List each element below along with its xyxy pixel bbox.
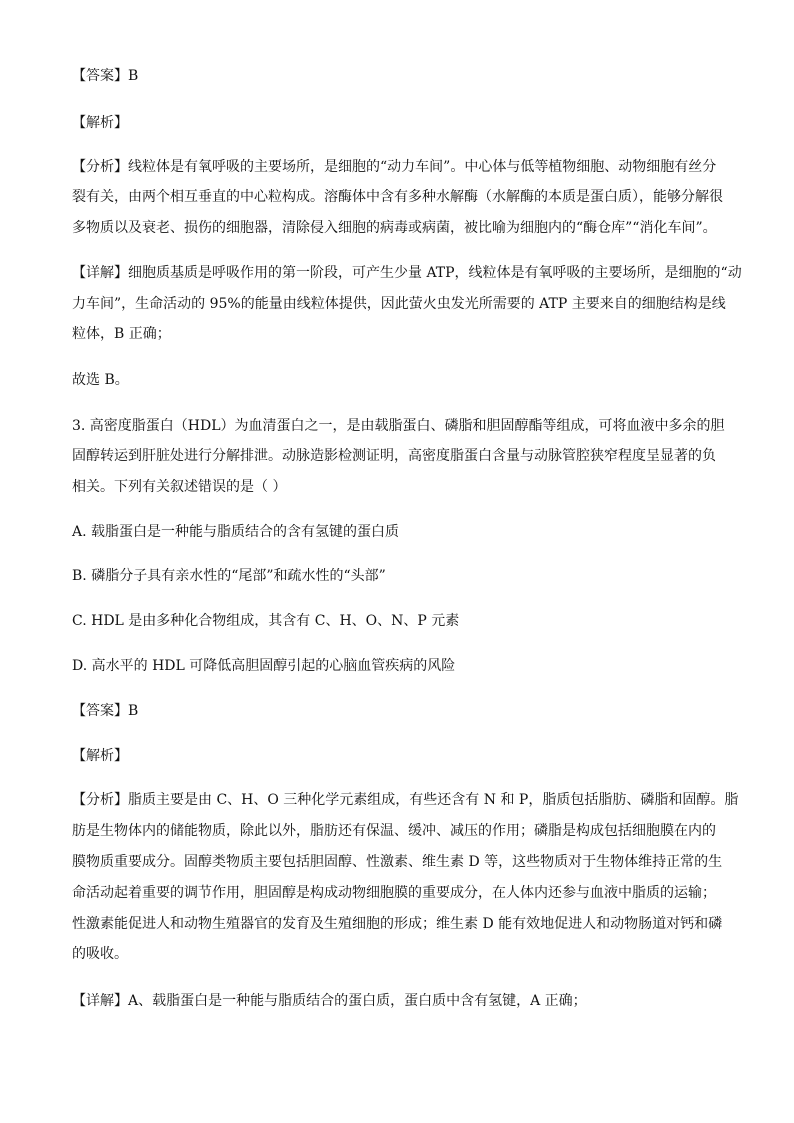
q3-analysis-line: 性激素能促进人和动物生殖器官的发育及生殖细胞的形成；维生素 D 能有效地促进人和动物肠道对钙和磷 [72,916,723,932]
q2-detail-line: 【详解】细胞质基质是呼吸作用的第一阶段，可产生少量 ATP，线粒体是有氧呼吸的主要场所，是细胞的“动 [72,265,742,281]
q2-answer: 【答案】B [72,68,139,84]
q2-detail-line: 粒体，B 正确； [72,326,171,342]
q3-analysis-line: 的吸收。 [72,946,128,962]
q2-analysis-line: 【分析】线粒体是有氧呼吸的主要场所，是细胞的“动力车间”。中心体与低等植物细胞、动物细胞有丝分 [72,159,717,175]
q3-option-d: D. 高水平的 HDL 可降低高胆固醇引起的心脑血管疾病的风险 [72,658,456,674]
q3-stem-line: 相关。下列有关叙述错误的是（ ） [72,479,287,495]
q2-detail-line: 力车间”，生命活动的 95%的能量由线粒体提供，因此萤火虫发光所需要的 ATP 主要来自的细胞结构是线 [72,296,726,312]
q3-analysis-line: 【分析】脂质主要是由 C、H、O 三种化学元素组成，有些还含有 N 和 P，脂质包括脂肪、磷脂和固醇。脂 [72,792,739,808]
q3-analysis-line: 肪是生物体内的储能物质，除此以外，脂肪还有保温、缓冲、减压的作用；磷脂是构成包括细胞膜在内的 [72,823,716,839]
q2-analysis-line: 裂有关，由两个相互垂直的中心粒构成。溶酶体中含有多种水解酶（水解酶的本质是蛋白质），能够分解很 [72,189,723,205]
q3-option-a: A. 载脂蛋白是一种能与脂质结合的含有氢键的蛋白质 [72,524,400,540]
q3-stem-line: 3. 高密度脂蛋白（HDL）为血清蛋白之一，是由载脂蛋白、磷脂和胆固醇酯等组成，可将血液中多余的胆 [72,418,725,434]
q3-answer: 【答案】B [72,703,139,719]
q3-detail-line: 【详解】A、载脂蛋白是一种能与脂质结合的蛋白质，蛋白质中含有氢键，A 正确； [72,993,587,1009]
q2-analysis-line: 多物质以及衰老、损伤的细胞器，清除侵入细胞的病毒或病菌，被比喻为细胞内的“酶仓库”“消化车间”。 [72,220,717,236]
q3-analysis-line: 膜物质重要成分。固醇类物质主要包括胆固醇、性激素、维生素 D 等，这些物质对于生物体维持正常的生 [72,854,723,870]
q3-stem-line: 固醇转运到肝脏处进行分解排泄。动脉造影检测证明，高密度脂蛋白含量与动脉管腔狭窄程度呈显著的负 [72,448,716,464]
q2-conclusion: 故选 B。 [72,372,129,388]
q3-analysis-heading: 【解析】 [72,748,128,764]
q2-analysis-heading: 【解析】 [72,115,128,131]
q3-analysis-line: 命活动起着重要的调节作用，胆固醇是构成动物细胞膜的重要成分，在人体内还参与血液中脂质的运输； [72,885,716,901]
q3-option-b: B. 磷脂分子具有亲水性的“尾部”和疏水性的“头部” [72,568,386,584]
q3-option-c: C. HDL 是由多种化合物组成，其含有 C、H、O、N、P 元素 [72,613,460,629]
